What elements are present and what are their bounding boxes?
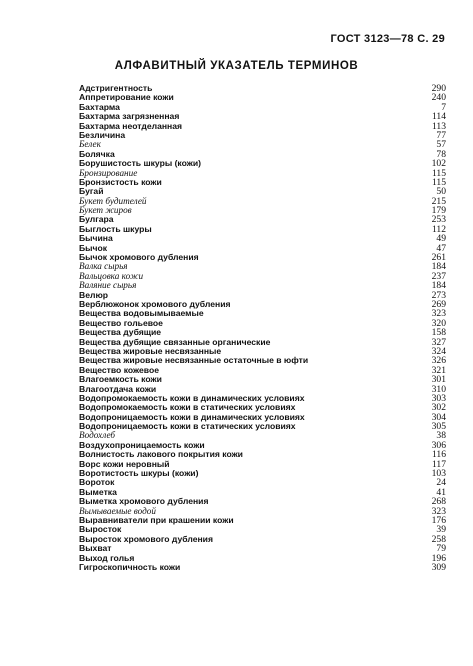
index-entry [79,225,446,234]
index-term: Выметка [79,486,117,497]
index-page-number: 115 [431,176,446,188]
term-index-list [79,84,446,572]
index-page-number: 39 [436,524,446,536]
index-page-number: 301 [431,374,446,386]
index-term: Бычок хромового дубления [79,252,199,263]
index-term: Борушистость шкуры (кожи) [79,158,201,169]
index-entry [79,93,446,102]
index-page-number: 79 [436,543,446,555]
index-entry [79,197,446,206]
index-term: Вещества дубящие [79,327,162,338]
index-term: Гигроскопичность кожи [79,561,181,572]
index-term: Выросток [79,524,122,535]
index-page-number: 50 [436,186,446,198]
index-page-number: 327 [431,336,446,348]
index-term: Булгара [79,214,114,225]
index-term: Вещества жировые несвязанные остаточные в юфти [79,355,309,366]
index-term: Бронзистость кожи [79,176,162,187]
index-term: Влагоемкость кожи [79,374,162,385]
index-term: Воздухопроницаемость кожи [79,439,205,450]
index-page-number: 57 [436,139,446,151]
index-term: Воротистость шкуры (кожи) [79,468,199,479]
index-page-number: 306 [431,439,446,451]
index-term: Бычина [79,233,113,244]
index-entry [79,140,446,149]
index-page-number: 77 [436,129,446,141]
index-page-number: 304 [431,411,446,423]
index-term: Быглость шкуры [79,223,152,234]
index-term: Бугай [79,186,104,197]
index-page-number: 115 [431,167,446,179]
index-term: Водопроницаемость кожи в статических условиях [79,421,296,432]
index-page-number: 49 [436,233,446,245]
index-page-number: 240 [431,92,446,104]
index-page-number: 310 [431,383,446,395]
index-entry [79,535,446,544]
index-page-number: 179 [431,205,446,217]
index-entry [79,544,446,553]
index-term: Выхват [79,543,112,554]
index-page-number: 237 [431,270,446,282]
index-term: Выросток хромового дубления [79,533,213,544]
index-page-number: 196 [431,552,446,564]
index-entry [79,253,446,262]
index-term: Валка сырья [79,261,128,272]
index-page-number: 215 [431,195,446,207]
index-term: Вещества дубящие связанные органические [79,336,271,347]
index-page-number: 323 [431,505,446,517]
index-page-number: 41 [436,486,446,498]
index-entry [79,281,446,290]
index-term: Валяние сырья [79,280,137,291]
index-term: Аппретирование кожи [79,92,174,103]
index-page-number: 184 [431,261,446,273]
index-term: Вымываемые водой [79,505,156,516]
index-page-number: 38 [436,430,446,442]
index-term: Водопромокаемость кожи в статических условиях [79,402,296,413]
index-page-number: 290 [431,83,446,94]
index-entry [79,516,446,525]
index-term: Болячка [79,148,115,159]
index-term: Волнистость лакового покрытия кожи [79,449,243,460]
index-term: Водопромокаемость кожи в динамических условиях [79,392,305,403]
index-entry [79,178,446,187]
index-term: Букет жиров [79,205,132,216]
index-page-number: 320 [431,317,446,329]
index-term: Бронзирование [79,167,138,178]
index-page-number: 261 [431,252,446,264]
index-term: Вальцовка кожи [79,270,144,281]
index-page-number: 112 [431,223,446,235]
index-term: Выход голья [79,552,135,563]
index-term: Вещество кожевое [79,364,159,375]
index-page-number: 268 [431,496,446,508]
index-term: Вещества водовымываемые [79,308,204,319]
index-page-number: 114 [431,111,446,123]
index-term: Букет будителей [79,195,147,206]
index-page-number: 324 [431,345,446,357]
index-page-number: 326 [431,355,446,367]
index-page-number: 78 [436,148,446,160]
page-header: ГОСТ 3123—78 С. 29 [330,33,445,45]
index-page-number: 184 [431,280,446,292]
index-page-number: 273 [431,289,446,301]
index-entry [79,478,446,487]
index-term: Вещество гольевое [79,317,163,328]
index-page-number: 158 [431,327,446,339]
index-term: Влагоотдача кожи [79,383,157,394]
index-term: Бахтарма загрязненная [79,111,180,122]
index-page-number: 253 [431,214,446,226]
index-term: Адстригентность [79,83,153,93]
index-page-number: 102 [431,158,446,170]
index-page-number: 321 [431,364,446,376]
index-entry [79,469,446,478]
index-page-number: 117 [431,458,446,470]
index-term: Водохлеб [79,430,116,441]
index-term: Белек [79,139,101,150]
index-page-number: 24 [436,477,446,489]
index-page-number: 323 [431,308,446,320]
index-entry [79,122,446,131]
index-term: Верблюжонок хромового дубления [79,298,231,309]
index-title: АЛФАВИТНЫЙ УКАЗАТЕЛЬ ТЕРМИНОВ [114,60,359,72]
index-term: Велюр [79,289,109,300]
index-page-number: 103 [431,468,446,480]
index-entry [79,131,446,140]
index-page-number: 7 [441,101,446,113]
index-term: Безличина [79,129,126,140]
index-term: Вороток [79,477,115,488]
index-page-number: 303 [431,392,446,404]
index-page-number: 116 [431,449,446,461]
index-entry [79,563,446,572]
index-page-number: 113 [431,120,446,132]
index-entry [79,206,446,215]
index-term: Выравниватели при крашении кожи [79,514,234,525]
index-page-number: 269 [431,298,446,310]
index-term: Бычок [79,242,108,253]
index-term: Ворс кожи неровный [79,458,170,469]
index-page-number: 305 [431,421,446,433]
index-entry [79,422,446,431]
index-page-number: 47 [436,242,446,254]
index-term: Выметка хромового дубления [79,496,209,507]
index-term: Водопроницаемость кожи в динамических условиях [79,411,305,422]
index-term: Бахтарма [79,101,120,112]
index-term: Вещества жировые несвязанные [79,345,222,356]
index-term: Бахтарма неотделанная [79,120,183,131]
index-page-number: 309 [431,561,446,573]
index-page-number: 176 [431,514,446,526]
index-page-number: 258 [431,533,446,545]
index-page-number: 302 [431,402,446,414]
index-entry [79,234,446,243]
